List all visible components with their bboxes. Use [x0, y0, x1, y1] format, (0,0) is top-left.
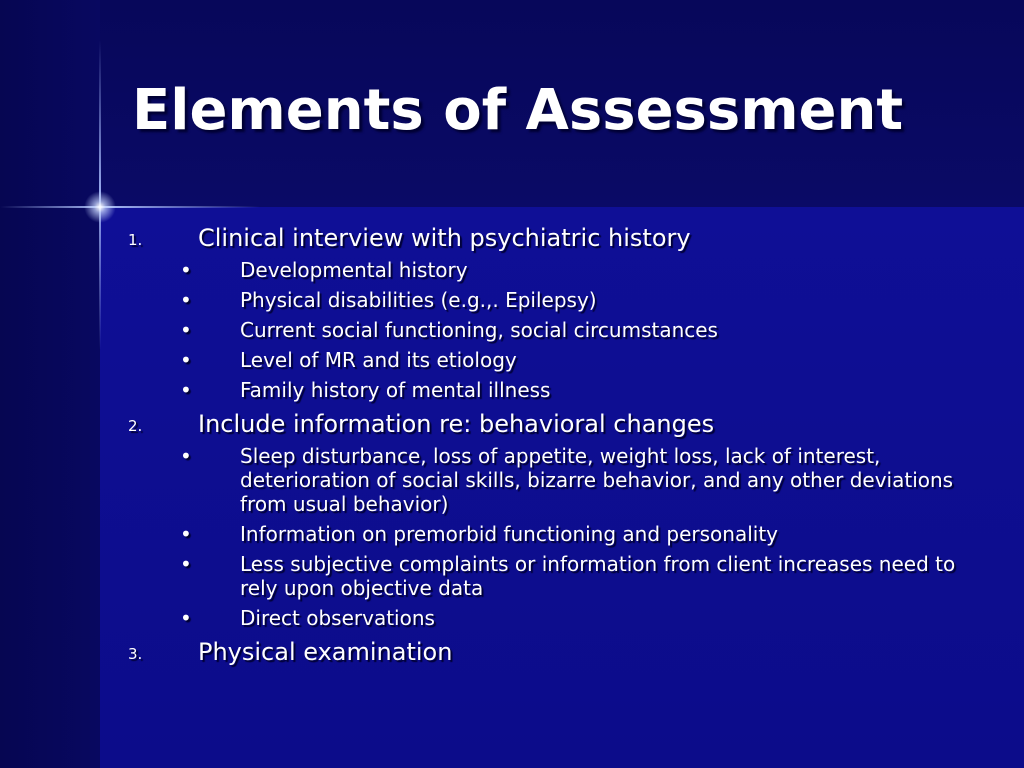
sub-item-text: Physical disabilities (e.g.,. Epilepsy): [240, 288, 597, 312]
item-number: 1.: [128, 231, 143, 249]
assessment-list: [128, 222, 988, 668]
left-strip-decoration: [0, 0, 100, 768]
sub-list-item: [128, 318, 988, 342]
sub-item-text: Less subjective complaints or information from client increases need to rely upon objective data: [240, 552, 956, 600]
bullet-icon: •: [180, 258, 192, 282]
list-item: [128, 222, 988, 254]
item-number: 2.: [128, 417, 143, 435]
sub-list-item: [128, 552, 988, 600]
sub-item-text: Sleep disturbance, loss of appetite, weight loss, lack of interest, deterioration of social skills, bizarre behavior, and any other deviations from usual behavior): [240, 444, 954, 516]
sub-list-item: [128, 444, 988, 516]
bullet-icon: •: [180, 378, 192, 402]
sparkle-horizontal-ray: [0, 206, 260, 208]
sub-item-text: Level of MR and its etiology: [240, 348, 517, 372]
sub-list-item: [128, 288, 988, 312]
bullet-icon: •: [180, 522, 192, 546]
item-text: Clinical interview with psychiatric history: [198, 224, 691, 252]
item-text: Include information re: behavioral changes: [198, 410, 715, 438]
sub-item-text: Direct observations: [240, 606, 435, 630]
sub-item-text: Developmental history: [240, 258, 468, 282]
sub-item-text: Information on premorbid functioning and personality: [240, 522, 778, 546]
list-item: [128, 408, 988, 440]
sparkle-star-icon: [84, 191, 116, 223]
bullet-icon: •: [180, 288, 192, 312]
bullet-icon: •: [180, 348, 192, 372]
sub-list-item: [128, 522, 988, 546]
bullet-icon: •: [180, 606, 192, 630]
sub-item-text: Current social functioning, social circumstances: [240, 318, 718, 342]
bullet-icon: •: [180, 318, 192, 342]
slide-title: Elements of Assessment: [132, 78, 904, 143]
sub-list-item: [128, 258, 988, 282]
sub-list-item: [128, 606, 988, 630]
sub-list-item: [128, 378, 988, 402]
bullet-icon: •: [180, 444, 192, 468]
sub-list-item: [128, 348, 988, 372]
item-number: 3.: [128, 645, 143, 663]
bullet-icon: •: [180, 552, 192, 576]
list-item: [128, 636, 988, 668]
item-text: Physical examination: [198, 638, 453, 666]
sub-item-text: Family history of mental illness: [240, 378, 551, 402]
